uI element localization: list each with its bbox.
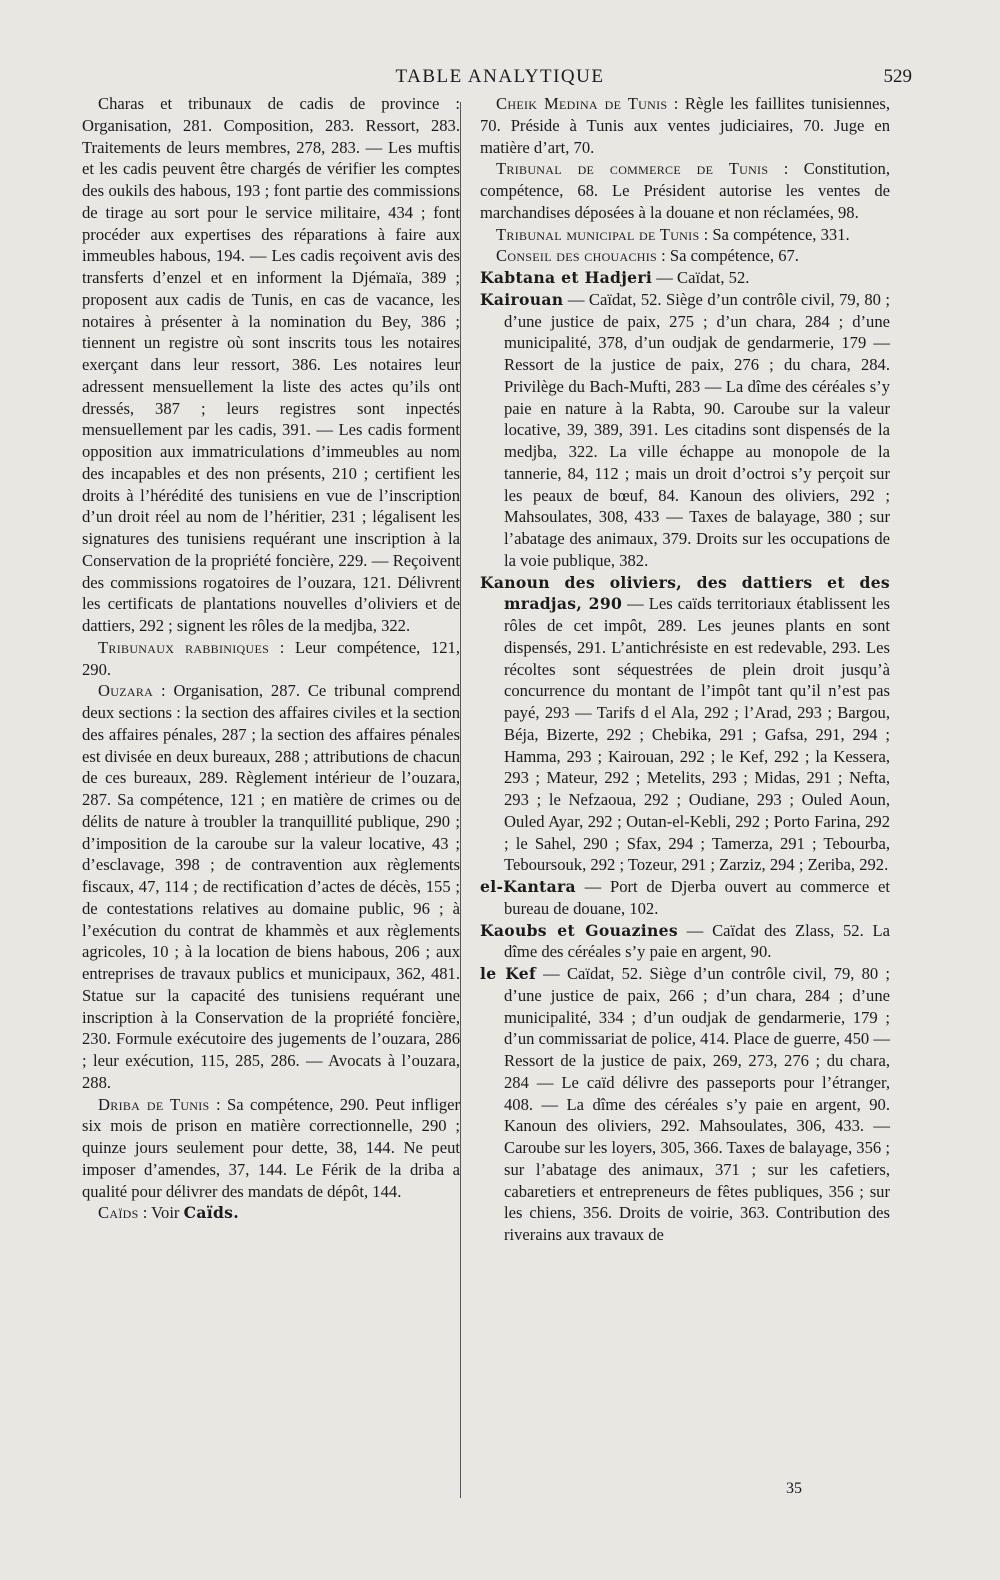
entry-heading: Tribunal municipal de Tunis <box>496 224 700 244</box>
entry-text: — Caïdat, 52. Siège d’un contrôle civil, 79, 80 ; d’une justice de paix, 266 ; d’un chara, 284 ; d’une municipalité, 334 ; d’un oudjak de gendarmerie, 179 ; d’un commissariat de police, 414. Place de guerre, 450 — Ressort de la justice de paix, 269, 273, 276 ; du chara, 284 — Le caïd délivre des passeports pour l’étranger, 408. — La dîme des céréales s’y paie en argent, 90. Kanoun des oliviers, 292. Mahsoulates, 306, 433. — Caroube sur les loyers, 305, 366. Taxes de balayage, 356 ; sur l’abatage des animaux, 371 ; sur les cafetiers, cabaretiers et entrepreneurs de fêtes publiques, 356 ; sur les chiens, 356. Droits de voirie, 363. Contribution des riverains aux travaux de <box>504 964 890 1244</box>
entry-tribunaux-rabbiniques <box>82 637 460 681</box>
cross-reference: Caïds. <box>183 1203 239 1223</box>
entry-text: : Sa compétence, 331. <box>699 224 850 244</box>
entry-kabtana <box>480 267 890 289</box>
entry-text: — Caïdat des Zlass, 52. La dîme des céréales s’y paie en argent, 90. <box>504 920 890 962</box>
entry-text: Charas et tribunaux de cadis de province : Organisation, 281. Composition, 283. Ressort, 283. Traitements de leurs membres, 278, 283. — Les muftis et les cadis peuvent être chargés de vérifier les comptes des oukils des habous, 193 ; font partie des commissions de tirage au sort pour le service militaire, 434 ; font procéder aux expertises des réparations à faire aux immeubles habous, 194. — Les cadis reçoivent avis des transferts d’enzel et en informent la Djémaïa, 389 ; proposent aux cadis de Tunis, en cas de vacance, les notaires à présenter à la nomination du Bey, 386 ; tiennent un registre où sont inscrits tous les notaires exerçant dans leur ressort, 386. Les notaires leur adressent mensuellement la liste des actes qu’ils ont dressés, 387 ; leurs registres sont inpectés mensuellement par les cadis, 391. — Les cadis forment opposition aux immatriculations d’immeubles au nom des incapables et des non présents, 210 ; certifient les droits à l’hérédité des tunisiens en vue de l’inscription d’un droit réel au nom de l’héritier, 231 ; légalisent les signatures des tunisiens requérant une inscription à la Conservation de la propriété foncière, 229. — Reçoivent des commissions rogatoires de l’ouzara, 121. Délivrent les certificats de plantations nouvelles d’oliviers et de dattiers, 292 ; signent les rôles de la medjba, 322. <box>82 94 460 635</box>
entry-keyword: Kabtana et Hadjeri <box>480 268 653 287</box>
entry-conseil-chouachis <box>480 245 890 267</box>
column-divider <box>460 102 461 1498</box>
entry-heading: Tribunaux rabbiniques <box>98 637 270 657</box>
left-column <box>82 93 460 1224</box>
entry-le-kef <box>480 963 890 1246</box>
printer-signature-mark: 35 <box>786 1480 802 1497</box>
entry-text: : Sa compétence, 290. Peut infliger six mois de prison en matière correctionnelle, 290 ; quinze jours seulement pour dette, 38, 144. Ne peut imposer d’amendes, 37, 144. Le Férik de la driba a qualité pour délivrer des mandats de dépôt, 144. <box>82 1094 461 1201</box>
right-column <box>480 93 890 1246</box>
entry-heading: Cheik Medina de Tunis <box>496 94 668 113</box>
entry-text: : Règle les faillites tunisiennes, 70. Préside à Tunis aux ventes judiciaires, 70. Juge en matière d’art, 70. <box>480 94 890 157</box>
entry-heading: Caïds <box>98 1203 139 1223</box>
page-header <box>0 66 1000 96</box>
entry-text: — Les caïds territoriaux établissent les rôles de cet impôt, 289. Les jeunes plants en sont dispensés, 291. L’antichrésiste en est redevable, 293. Les récoltes sont séquestrées de plein droit jusqu’à concurrence du montant de l’impôt tant qu’il n’est pas payé, 293 — Tarifs d el Ala, 292 ; l’Arad, 293 ; Bargou, Béja, Bizerte, 292 ; Chebika, 291 ; Gafsa, 291, 294 ; Hamma, 293 ; Kairouan, 292 ; le Kef, 292 ; la Kessera, 293 ; Mateur, 292 ; Metelits, 293 ; Midas, 291 ; Nefta, 293 ; le Nefzaoua, 292 ; Oudiane, 293 ; Ouled Aoun, Ouled Ayar, 292 ; Outan-el-Kebli, 292 ; Porto Farina, 292 ; le Sahel, 290 ; Sfax, 294 ; Tamerza, 291 ; Tebourba, Teboursouk, 292 ; Tozeur, 291 ; Zarziz, 294 ; Zeriba, 292. <box>504 594 890 875</box>
entry-heading: Conseil des chouachis <box>496 246 658 266</box>
entry-tribunal-commerce <box>480 158 890 223</box>
entry-heading: Driba de Tunis <box>98 1094 210 1114</box>
entry-ouzara <box>82 680 460 1093</box>
page-number: 529 <box>883 66 912 87</box>
entry-text: : Voir <box>138 1203 184 1223</box>
running-title: TABLE ANALYTIQUE <box>395 66 605 87</box>
entry-keyword: le Kef <box>480 964 536 983</box>
entry-keyword: Kaoubs et Gouazines <box>480 920 678 940</box>
entry-kaoubs <box>480 920 890 964</box>
entry-charas-tribunaux <box>82 93 460 637</box>
entry-cheik-medina <box>480 93 890 158</box>
entry-text: — Caïdat, 52. <box>652 268 750 287</box>
entry-text: : Sa compétence, 67. <box>657 246 799 266</box>
entry-keyword: Kairouan <box>480 289 564 309</box>
entry-el-kantara <box>480 876 890 920</box>
entry-text: — Caïdat, 52. Siège d’un contrôle civil, 79, 80 ; d’une justice de paix, 275 ; d’un chara, 284 ; d’une municipalité, 378, d’un oudjak de gendarmerie, 179 — Ressort de la justice de paix, 276 ; du chara, 284. Privilège du Bach-Mufti, 283 — La dîme des céréales s’y paie en nature à la Rabta, 90. Caroube sur la valeur locative, 39, 389, 391. Les citadins sont dispensés de la medjba, 322. La ville échappe au monopole de la tannerie, 84, 112 ; mais un droit d’octroi s’y perçoit sur les peaux de bœuf, 84. Kanoun des oliviers, 292 ; Mahsoulates, 308, 433 — Taxes de balayage, 380 ; sur l’abatage des animaux, 379. Droits sur les occupations de la voie publique, 382. <box>504 289 890 570</box>
entry-text: — Port de Djerba ouvert au commerce et bureau de douane, 102. <box>504 877 890 918</box>
entry-heading: Tribunal de commerce de Tunis <box>496 159 769 179</box>
entry-keyword: el-Kantara <box>480 877 576 896</box>
entry-tribunal-municipal <box>480 224 890 246</box>
entry-text: : Organisation, 287. Ce tribunal comprend deux sections : la section des affaires civiles et la section des affaires pénales, 287 ; la section des affaires pénales est divisée en deux bureaux, 288 ; attributions de chacun de ces bureaux, 289. Règlement intérieur de l’ouzara, 287. Sa compétence, 121 ; en matière de crimes ou de délits de nature à troubler la tranquillité publique, 290 ; d’imposition de la caroube sur la valeur locative, 43 ; d’esclavage, 398 ; de contravention aux règlements fiscaux, 47, 114 ; de rectification d’actes de décès, 155 ; de contestations relatives au domaine public, 96 ; à l’exécution du contrat de khammès et aux règlements agricoles, 10 ; à la location de biens habous, 206 ; aux entreprises de travaux publics et municipaux, 362, 481. Statue sur la capacité des tunisiens requérant une inscription à la Conservation de la propriété foncière, 230. Formule exécutoire des jugements de l’ouzara, 286 ; leur exécution, 115, 285, 286. — Avocats à l’ouzara, 288. <box>82 681 460 1092</box>
entry-keyword: Kanoun des oliviers, des dattiers et des mradjas, 290 <box>480 572 890 614</box>
entry-heading: Ouzara <box>98 681 154 701</box>
entry-caids <box>82 1202 460 1224</box>
entry-kanoun <box>480 572 890 877</box>
entry-driba <box>82 1094 460 1203</box>
entry-text: : Constitution, compétence, 68. Le Président autorise les ventes de marchandises déposées à la douane et non réclamées, 98. <box>480 159 890 222</box>
entry-text: : Leur compétence, 121, 290. <box>82 637 461 679</box>
entry-kairouan <box>480 289 890 572</box>
